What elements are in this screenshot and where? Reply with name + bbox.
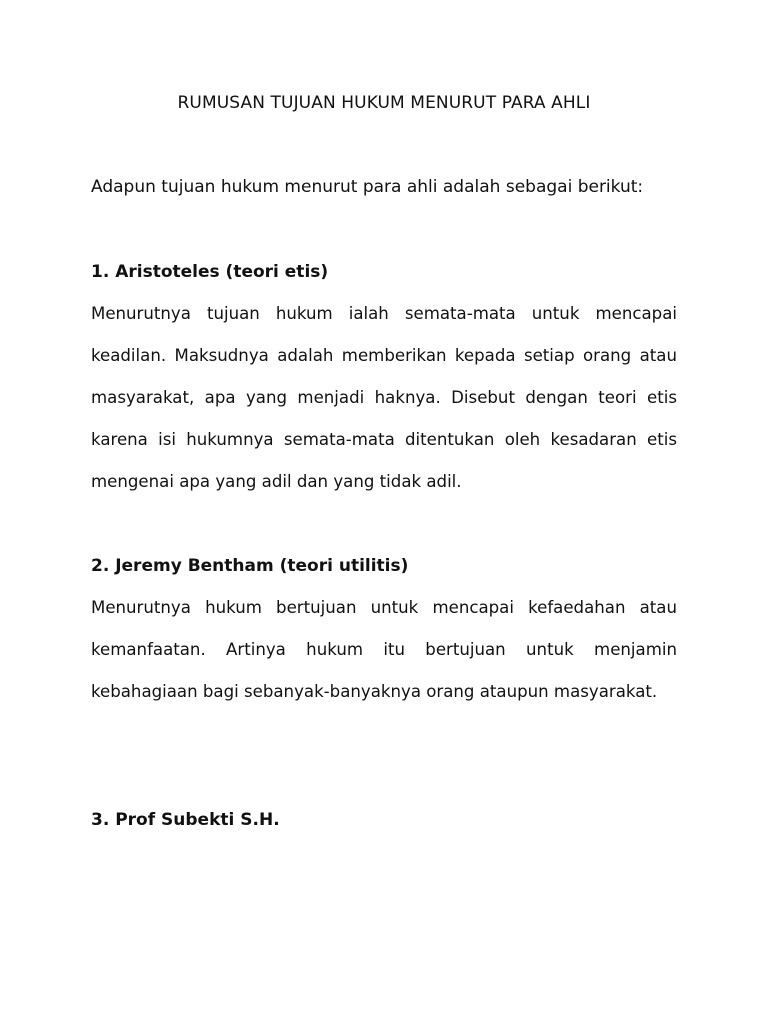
document-title: RUMUSAN TUJUAN HUKUM MENURUT PARA AHLI — [177, 93, 591, 113]
section-heading-aristoteles: 1. Aristoteles (teori etis) — [91, 262, 329, 282]
section-body-aristoteles: Menurutnya tujuan hukum ialah semata-mata untuk mencapai keadilan. Maksudnya adalah memberikan kepada setiap orang atau masyarakat, apa yang menjadi haknya. Disebut dengan teori etis karena isi hukumnya semata-mata ditentukan oleh kesadaran etis mengenai apa yang adil dan yang tidak adil. — [91, 304, 677, 491]
section-heading-bentham: 2. Jeremy Bentham (teori utilitis) — [91, 556, 409, 576]
intro-paragraph: Adapun tujuan hukum menurut para ahli adalah sebagai berikut: — [91, 177, 644, 197]
section-heading-subekti: 3. Prof Subekti S.H. — [91, 810, 280, 830]
section-body-bentham: Menurutnya hukum bertujuan untuk mencapai kefaedahan atau kemanfaatan. Artinya hukum itu bertujuan untuk menjamin kebahagiaan bagi sebanyak-banyaknya orang ataupun masyarakat. — [91, 598, 677, 701]
